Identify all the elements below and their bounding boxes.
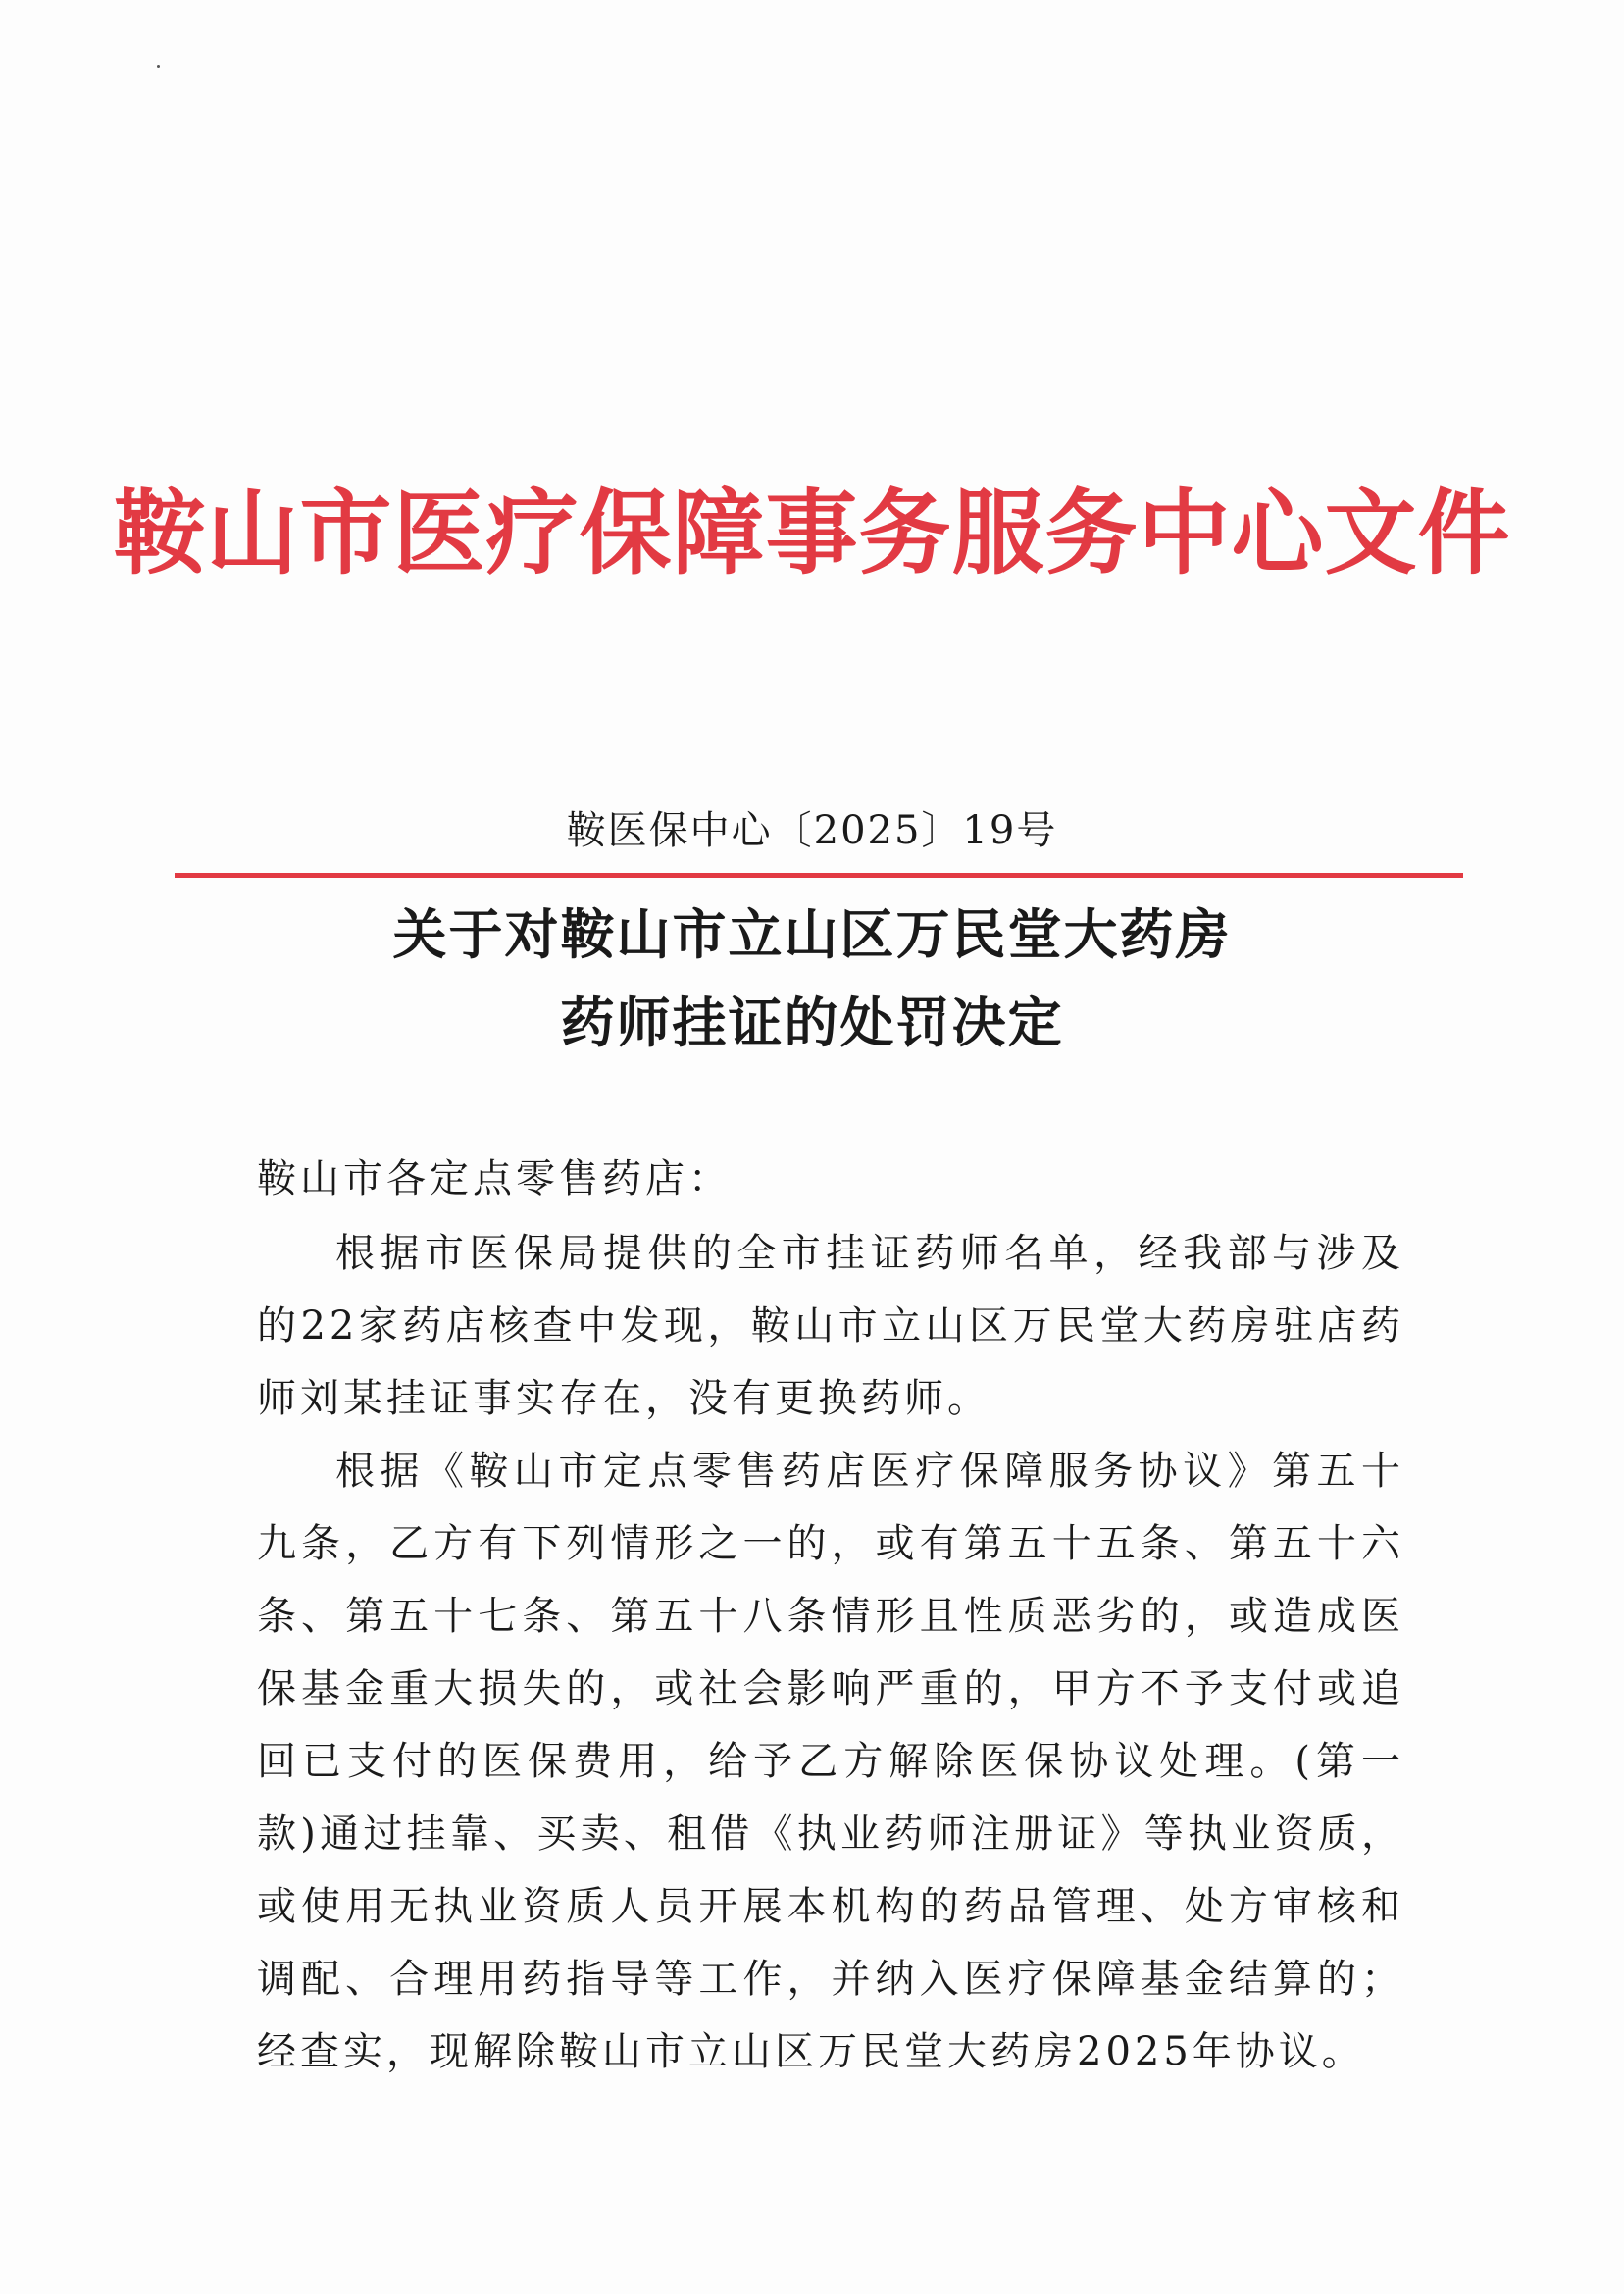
addressee: 鞍山市各定点零售药店： [257, 1156, 732, 1201]
document-title [0, 891, 1624, 1067]
scan-speck [157, 65, 160, 68]
red-divider-line [175, 873, 1463, 878]
document-title-line-2: 药师挂证的处罚决定 [560, 991, 1064, 1054]
document-body [257, 1143, 1404, 2088]
body-paragraph-1: 根据市医保局提供的全市挂证药师名单，经我部与涉及的22家药店核查中发现，鞍山市立山区万民堂大药房驻店药师刘某挂证事实存在，没有更换药师。 [257, 1231, 1404, 1421]
document-title-line-1: 关于对鞍山市立山区万民堂大药房 [392, 902, 1232, 966]
body-paragraph-2: 根据《鞍山市定点零售药店医疗保障服务协议》第五十九条，乙方有下列情形之一的，或有第五十五条、第五十六条、第五十七条、第五十八条情形且性质恶劣的，或造成医保基金重大损失的，或社会影响严重的，甲方不予支付或追回已支付的医保费用，给予乙方解除医保协议处理。(第一款)通过挂靠、买卖、租借《执业药师注册证》等执业资质，或使用无执业资质人员开展本机构的药品管理、处方审核和调配、合理用药指导等工作，并纳入医疗保障基金结算的；经查实，现解除鞍山市立山区万民堂大药房2025年协议。 [257, 1449, 1404, 2074]
org-header-title: 鞍山市医疗保障事务服务中心文件 [113, 480, 1511, 587]
document-number: 鞍医保中心〔2025〕19号 [566, 808, 1058, 853]
